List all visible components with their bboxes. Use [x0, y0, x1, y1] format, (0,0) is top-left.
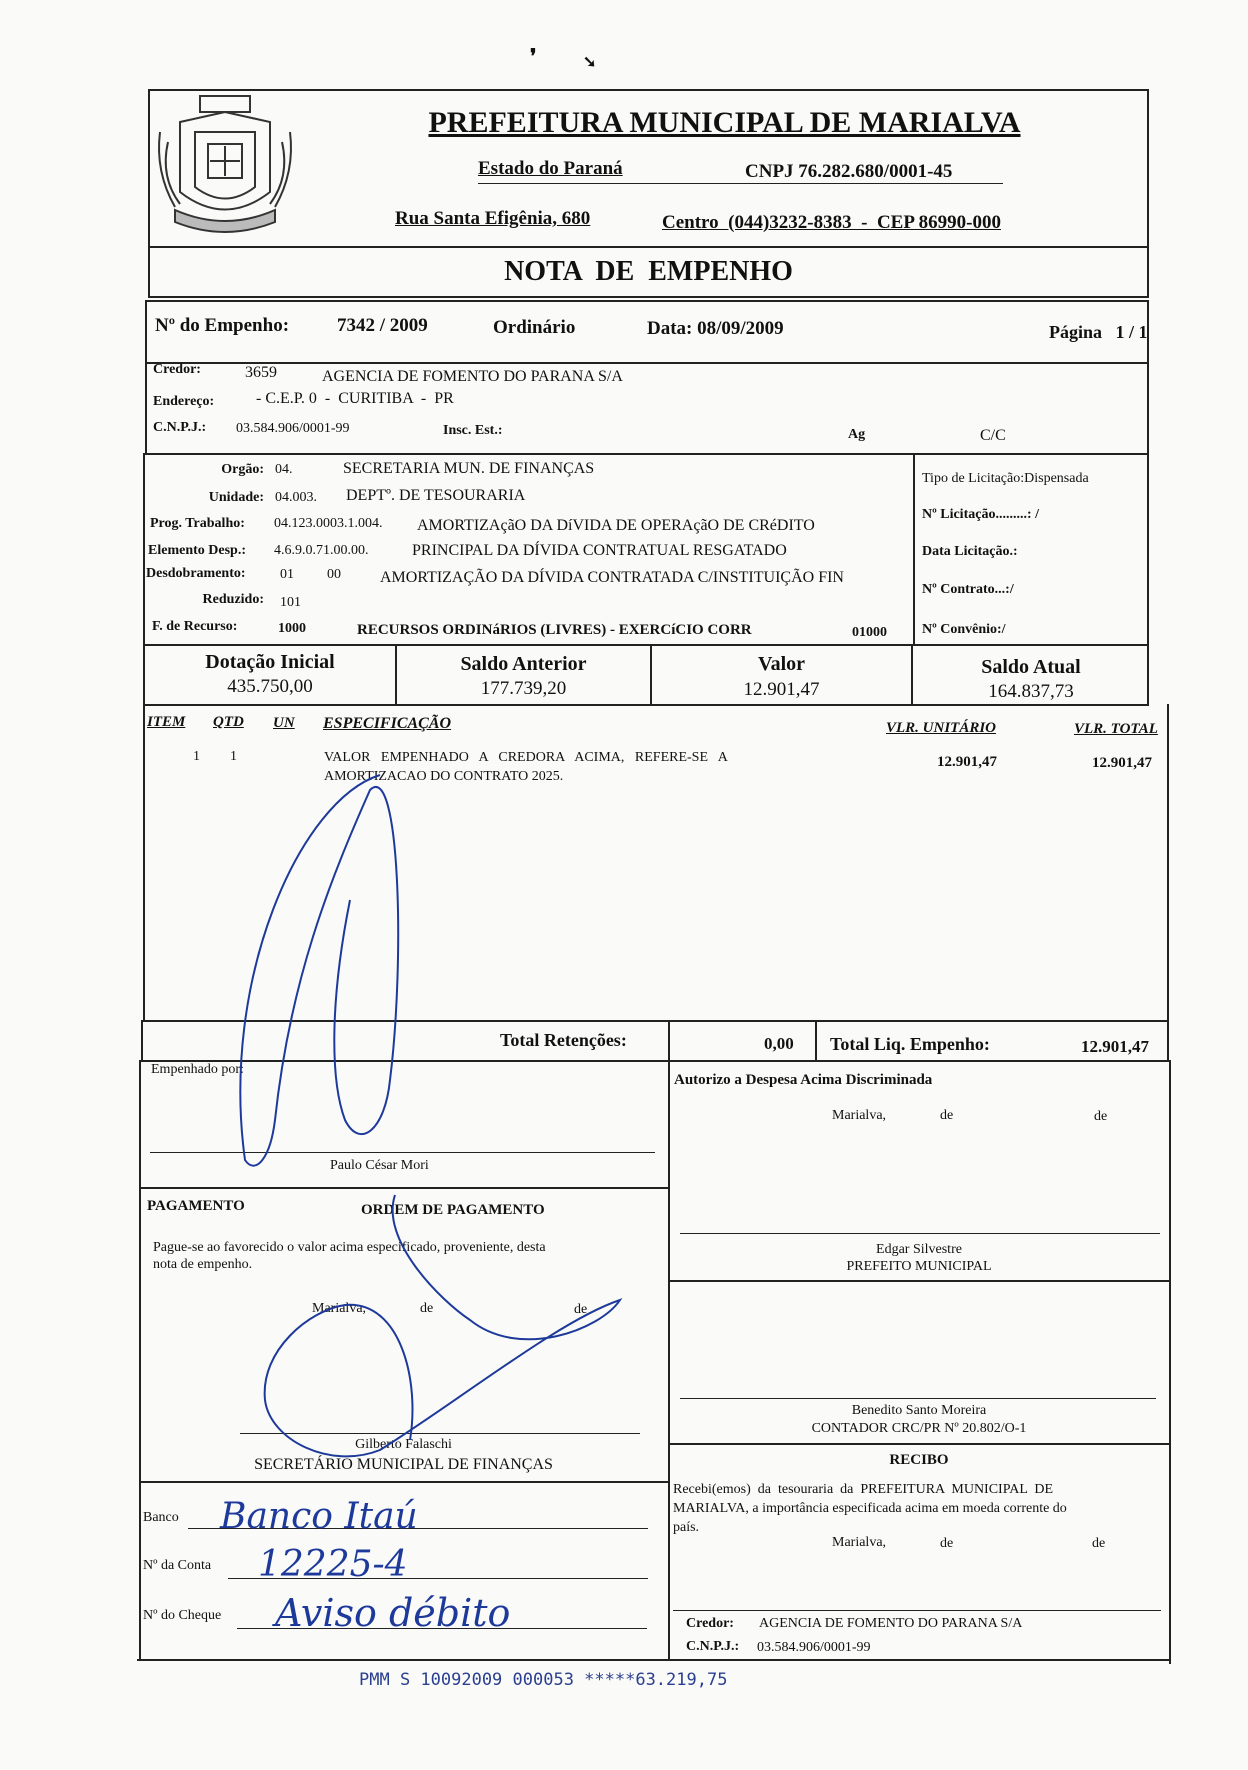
reduzido-value: 101: [280, 595, 301, 610]
empenho-number-label: Nº do Empenho:: [155, 315, 290, 336]
row-qtd: 1: [230, 749, 237, 764]
col-item-header: ITEM: [147, 714, 186, 730]
tipo-licitacao: Tipo de Licitação:Dispensada: [922, 471, 1089, 486]
cnpj-header: CNPJ 76.282.680/0001-45: [745, 161, 953, 182]
reduzido-label: Reduzido:: [202, 592, 264, 607]
pagamento-de2: de: [574, 1302, 588, 1317]
dotacao-value: 435.750,00: [227, 676, 313, 697]
cheque-label: Nº do Cheque: [143, 1608, 222, 1623]
elemento-name: PRINCIPAL DA DÍVIDA CONTRATUAL RESGATADO: [412, 542, 787, 559]
recibo-label: RECIBO: [889, 1452, 949, 1468]
municipality-title: PREFEITURA MUNICIPAL DE MARIALVA: [428, 106, 1021, 139]
pagamento-text-line2: nota de empenho.: [153, 1257, 253, 1272]
pagamento-text-line1: Pague-se ao favorecido o valor acima especificado, proveniente, desta: [153, 1240, 546, 1255]
prefeito-role: PREFEITO MUNICIPAL: [846, 1259, 992, 1274]
recibo-text-line3: país.: [673, 1520, 700, 1535]
signature-empenhado: [240, 775, 398, 1166]
credor-name: AGENCIA DE FOMENTO DO PARANA S/A: [322, 368, 623, 385]
handwritten-conta: 12225-4: [258, 1544, 408, 1585]
unidade-code: 04.003.: [275, 490, 317, 505]
prefeito-name: Edgar Silvestre: [876, 1242, 962, 1257]
numero-licitacao: Nº Licitação.........: /: [922, 507, 1039, 522]
prog-trabalho-label: Prog. Trabalho:: [150, 516, 245, 531]
col-qtd-header: QTD: [213, 714, 244, 730]
document-title: NOTA DE EMPENHO: [504, 256, 793, 287]
autorizo-label: Autorizo a Despesa Acima Discriminada: [674, 1072, 933, 1088]
saldo-anterior-value: 177.739,20: [480, 678, 567, 699]
recurso-code: 1000: [278, 621, 306, 636]
col-valor-unitario-header: VLR. UNITÁRIO: [886, 720, 997, 736]
page-number: Página 1 / 1: [1049, 322, 1148, 342]
conta-corrente-label: C/C: [980, 427, 1006, 444]
pagamento-label: PAGAMENTO: [147, 1198, 245, 1214]
prog-trabalho-name: AMORTIZAçãO DA DíVIDA DE OPERAçãO DE CRéDITO: [417, 517, 815, 534]
saldo-anterior-label: Saldo Anterior: [460, 653, 587, 675]
saldo-atual-label: Saldo Atual: [981, 656, 1081, 678]
valor-value: 12.901,47: [743, 679, 820, 700]
row-description-line1: VALOR EMPENHADO A CREDORA ACIMA, REFERE-SE A: [324, 750, 728, 765]
cnpj-label: C.N.P.J.:: [153, 420, 207, 435]
autorizo-de1: de: [940, 1108, 954, 1123]
row-description-line2: AMORTIZACAO DO CONTRATO 2025.: [324, 769, 564, 784]
empenhado-por-label: Empenhado por:: [151, 1062, 244, 1077]
recibo-text-line1: Recebi(emos) da tesouraria da PREFEITURA MUNICIPAL DE: [673, 1482, 1054, 1497]
liquido-value: 12.901,47: [1081, 1037, 1149, 1056]
elemento-code: 4.6.9.0.71.00.00.: [274, 543, 369, 558]
desdobramento-code2: 00: [327, 567, 341, 582]
row-valor-unitario: 12.901,47: [937, 754, 997, 770]
signature-secretario: [265, 1195, 620, 1456]
recibo-credor-label: Credor:: [686, 1616, 734, 1631]
pagamento-de1: de: [420, 1301, 434, 1316]
empenho-date: Data: 08/09/2009: [647, 318, 784, 339]
desdobramento-code1: 01: [280, 567, 294, 582]
endereco-label: Endereço:: [153, 394, 215, 409]
pagamento-place: Marialva,: [312, 1301, 367, 1316]
recibo-cnpj-label: C.N.P.J.:: [686, 1639, 740, 1654]
desdobramento-label: Desdobramento:: [146, 566, 246, 581]
retencoes-label: Total Retenções:: [500, 1030, 627, 1050]
recibo-credor-name: AGENCIA DE FOMENTO DO PARANA S/A: [759, 1616, 1023, 1631]
numero-convenio: Nº Convênio:/: [922, 622, 1006, 637]
data-licitacao: Data Licitação.:: [922, 544, 1018, 559]
address-detail: Centro (044)3232-8383 - CEP 86990-000: [662, 212, 1001, 233]
handwritten-banco: Banco Itaú: [220, 1496, 418, 1537]
autorizo-place: Marialva,: [832, 1108, 887, 1123]
orgao-code: 04.: [275, 462, 293, 477]
saldo-atual-value: 164.837,73: [988, 681, 1074, 702]
unidade-label: Unidade:: [208, 490, 264, 505]
credor-code: 3659: [245, 364, 277, 381]
dotacao-label: Dotação Inicial: [205, 651, 335, 673]
col-valor-total-header: VLR. TOTAL: [1074, 721, 1158, 737]
banco-label: Banco: [143, 1510, 179, 1525]
endereco-value: - C.E.P. 0 - CURITIBA - PR: [256, 390, 454, 407]
recibo-cnpj-value: 03.584.906/0001-99: [757, 1640, 871, 1655]
col-un-header: UN: [273, 715, 295, 731]
ordem-pagamento-label: ORDEM DE PAGAMENTO: [361, 1202, 545, 1218]
contador-name: Benedito Santo Moreira: [851, 1403, 987, 1418]
retencoes-value: 0,00: [764, 1034, 794, 1053]
empenho-number: 7342 / 2009: [337, 315, 428, 336]
secretario-name: Gilberto Falaschi: [355, 1437, 452, 1452]
conta-label: Nº da Conta: [143, 1558, 212, 1573]
row-valor-total: 12.901,47: [1092, 755, 1152, 771]
numero-contrato: Nº Contrato...:/: [922, 582, 1014, 597]
insc-est-label: Insc. Est.:: [443, 423, 503, 438]
scan-mark: ➘: [583, 54, 597, 71]
row-item: 1: [193, 749, 200, 764]
mechanical-stamp: PMM S 10092009 000053 *****63.219,75: [359, 1670, 728, 1690]
secretario-role: SECRETÁRIO MUNICIPAL DE FINANÇAS: [254, 1456, 553, 1473]
empenho-type: Ordinário: [493, 317, 576, 338]
credor-label: Credor:: [153, 362, 201, 377]
orgao-label: Orgão:: [221, 462, 264, 477]
elemento-label: Elemento Desp.:: [148, 543, 246, 558]
recibo-de2: de: [1092, 1536, 1106, 1551]
handwritten-cheque: Aviso débito: [275, 1591, 511, 1635]
state-label: Estado do Paraná: [478, 158, 623, 179]
cnpj-value: 03.584.906/0001-99: [236, 421, 350, 436]
unidade-name: DEPTº. DE TESOURARIA: [346, 487, 526, 504]
valor-label: Valor: [757, 653, 806, 675]
liquido-label: Total Liq. Empenho:: [830, 1034, 990, 1054]
recurso-code2: 01000: [852, 625, 887, 640]
orgao-name: SECRETARIA MUN. DE FINANÇAS: [343, 460, 595, 477]
recibo-de1: de: [940, 1536, 954, 1551]
address: Rua Santa Efigênia, 680: [395, 208, 591, 229]
contador-role: CONTADOR CRC/PR Nº 20.802/O-1: [811, 1421, 1027, 1436]
recibo-text-line2: MARIALVA, a importância especificada acima em moeda corrente do: [673, 1501, 1067, 1516]
recurso-name: RECURSOS ORDINáRIOS (LIVRES) - EXERCíCIO CORR: [357, 622, 752, 638]
scan-mark: ❜: [530, 46, 537, 68]
col-especificacao-header: ESPECIFICAÇÃO: [323, 715, 452, 732]
recurso-label: F. de Recurso:: [152, 619, 238, 634]
empenhado-signer: Paulo César Mori: [330, 1158, 429, 1173]
autorizo-de2: de: [1094, 1109, 1108, 1124]
agencia-label: Ag: [848, 427, 866, 442]
recibo-place: Marialva,: [832, 1535, 887, 1550]
desdobramento-name: AMORTIZAÇÃO DA DÍVIDA CONTRATADA C/INSTITUIÇÃO FIN: [380, 569, 844, 586]
prog-trabalho-code: 04.123.0003.1.004.: [274, 516, 383, 531]
